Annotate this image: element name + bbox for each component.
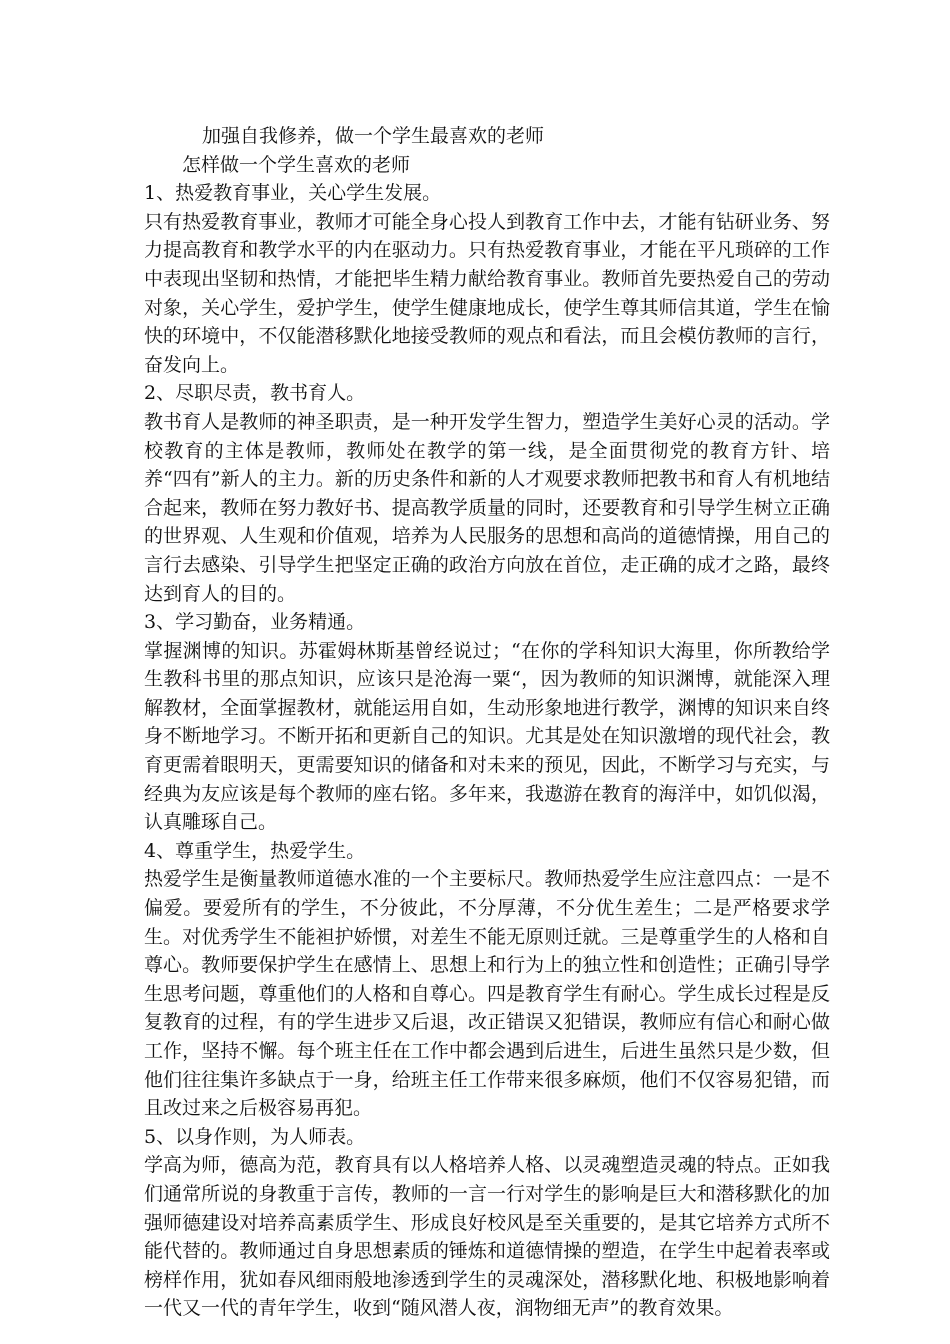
section-paragraph: 教书育人是教师的神圣职责，是一种开发学生智力，塑造学生美好心灵的活动。学校教育的主体是教师，教师处在教学的第一线，是全面贯彻党的教育方针、培养“四有”新人的主力。新的历史条件和新的人才观要求教师把教书和育人有机地结合起来，教师在努力教好书、提高教学质量的同时，还要教育和引导学生树立正确的世界观、人生观和价值观，培养为人民服务的思想和高尚的道德情操，用自己的言行去感染、引导学生把坚定正确的政治方向放在首位，走正确的成才之路，最终达到育人的目的。 [144, 410, 830, 605]
section-2 [144, 379, 830, 608]
section-heading: 5、以身作则，为人师表。 [144, 1125, 366, 1148]
section-3 [144, 608, 830, 837]
section-5 [144, 1123, 830, 1323]
section-heading: 4、尊重学生，热爱学生。 [144, 839, 366, 862]
section-paragraph: 掌握渊博的知识。苏霍姆林斯基曾经说过；“在你的学科知识大海里，你所教给学生教科书里的那点知识，应该只是沧海一粟“，因为教师的知识渊博，就能深入理解教材，全面掌握教材，就能运用自如，生动形象地进行教学，渊博的知识来自终身不断地学习。不断开拓和更新自己的知识。尤其是处在知识激增的现代社会，教育更需着眼明天，更需要知识的储备和对未来的预见，因此，不断学习与充实，与经典为友应该是每个教师的座右铭。多年来，我遨游在教育的海洋中，如饥似渴，认真雕琢自己。 [144, 639, 830, 834]
document-title: 加强自我修养，做一个学生最喜欢的老师 [202, 125, 545, 147]
section-4 [144, 837, 830, 1123]
section-heading: 3、学习勤奋，业务精通。 [144, 611, 366, 634]
document-subtitle: 怎样做一个学生喜欢的老师 [182, 153, 411, 176]
document-body [144, 122, 830, 1323]
section-paragraph: 只有热爱教育事业，教师才可能全身心投人到教育工作中去，才能有钻研业务、努力提高教育和教学水平的内在驱动力。只有热爱教育事业，才能在平凡琐碎的工作中表现出坚韧和热情，才能把毕生精力献给教育事业。教师首先要热爱自己的劳动对象，关心学生，爱护学生，使学生健康地成长，使学生尊其师信其道，学生在愉快的环境中，不仅能潜移默化地接受教师的观点和看法，而且会模仿教师的言行，奋发向上。 [144, 210, 830, 376]
section-paragraph: 学高为师，德高为范，教育具有以人格培养人格、以灵魂塑造灵魂的特点。正如我们通常所说的身教重于言传，教师的一言一行对学生的影响是巨大和潜移默化的加强师德建设对培养高素质学生、形成良好校风是至关重要的，是其它培养方式所不能代替的。教师通过自身思想素质的锤炼和道德情操的塑造，在学生中起着表率或榜样作用，犹如春风细雨般地渗透到学生的灵魂深处，潜移默化地、积极地影响着一代又一代的青年学生，收到“随风潜人夜，润物细无声”的教育效果。 [144, 1154, 830, 1320]
section-heading: 1、热爱教育事业，关心学生发展。 [144, 182, 442, 205]
section-1 [144, 179, 830, 379]
section-heading: 2、尽职尽责，教书育人。 [144, 382, 366, 405]
section-paragraph: 热爱学生是衡量教师道德水准的一个主要标尺。教师热爱学生应注意四点：一是不偏爱。要爱所有的学生，不分彼此，不分厚薄，不分优生差生；二是严格要求学生。对优秀学生不能袒护娇惯，对差生不能无原则迁就。三是尊重学生的人格和自尊心。教师要保护学生在感情上、思想上和行为上的独立性和创造性；正确引导学生思考问题，尊重他们的人格和自尊心。四是教育学生有耐心。学生成长过程是反复教育的过程，有的学生进步又后退，改正错误又犯错误，教师应有信心和耐心做工作，坚持不懈。每个班主任在工作中都会遇到后进生，后进生虽然只是少数，但他们往往集许多缺点于一身，给班主任工作带来很多麻烦，他们不仅容易犯错，而且改过来之后极容易再犯。 [144, 868, 830, 1120]
